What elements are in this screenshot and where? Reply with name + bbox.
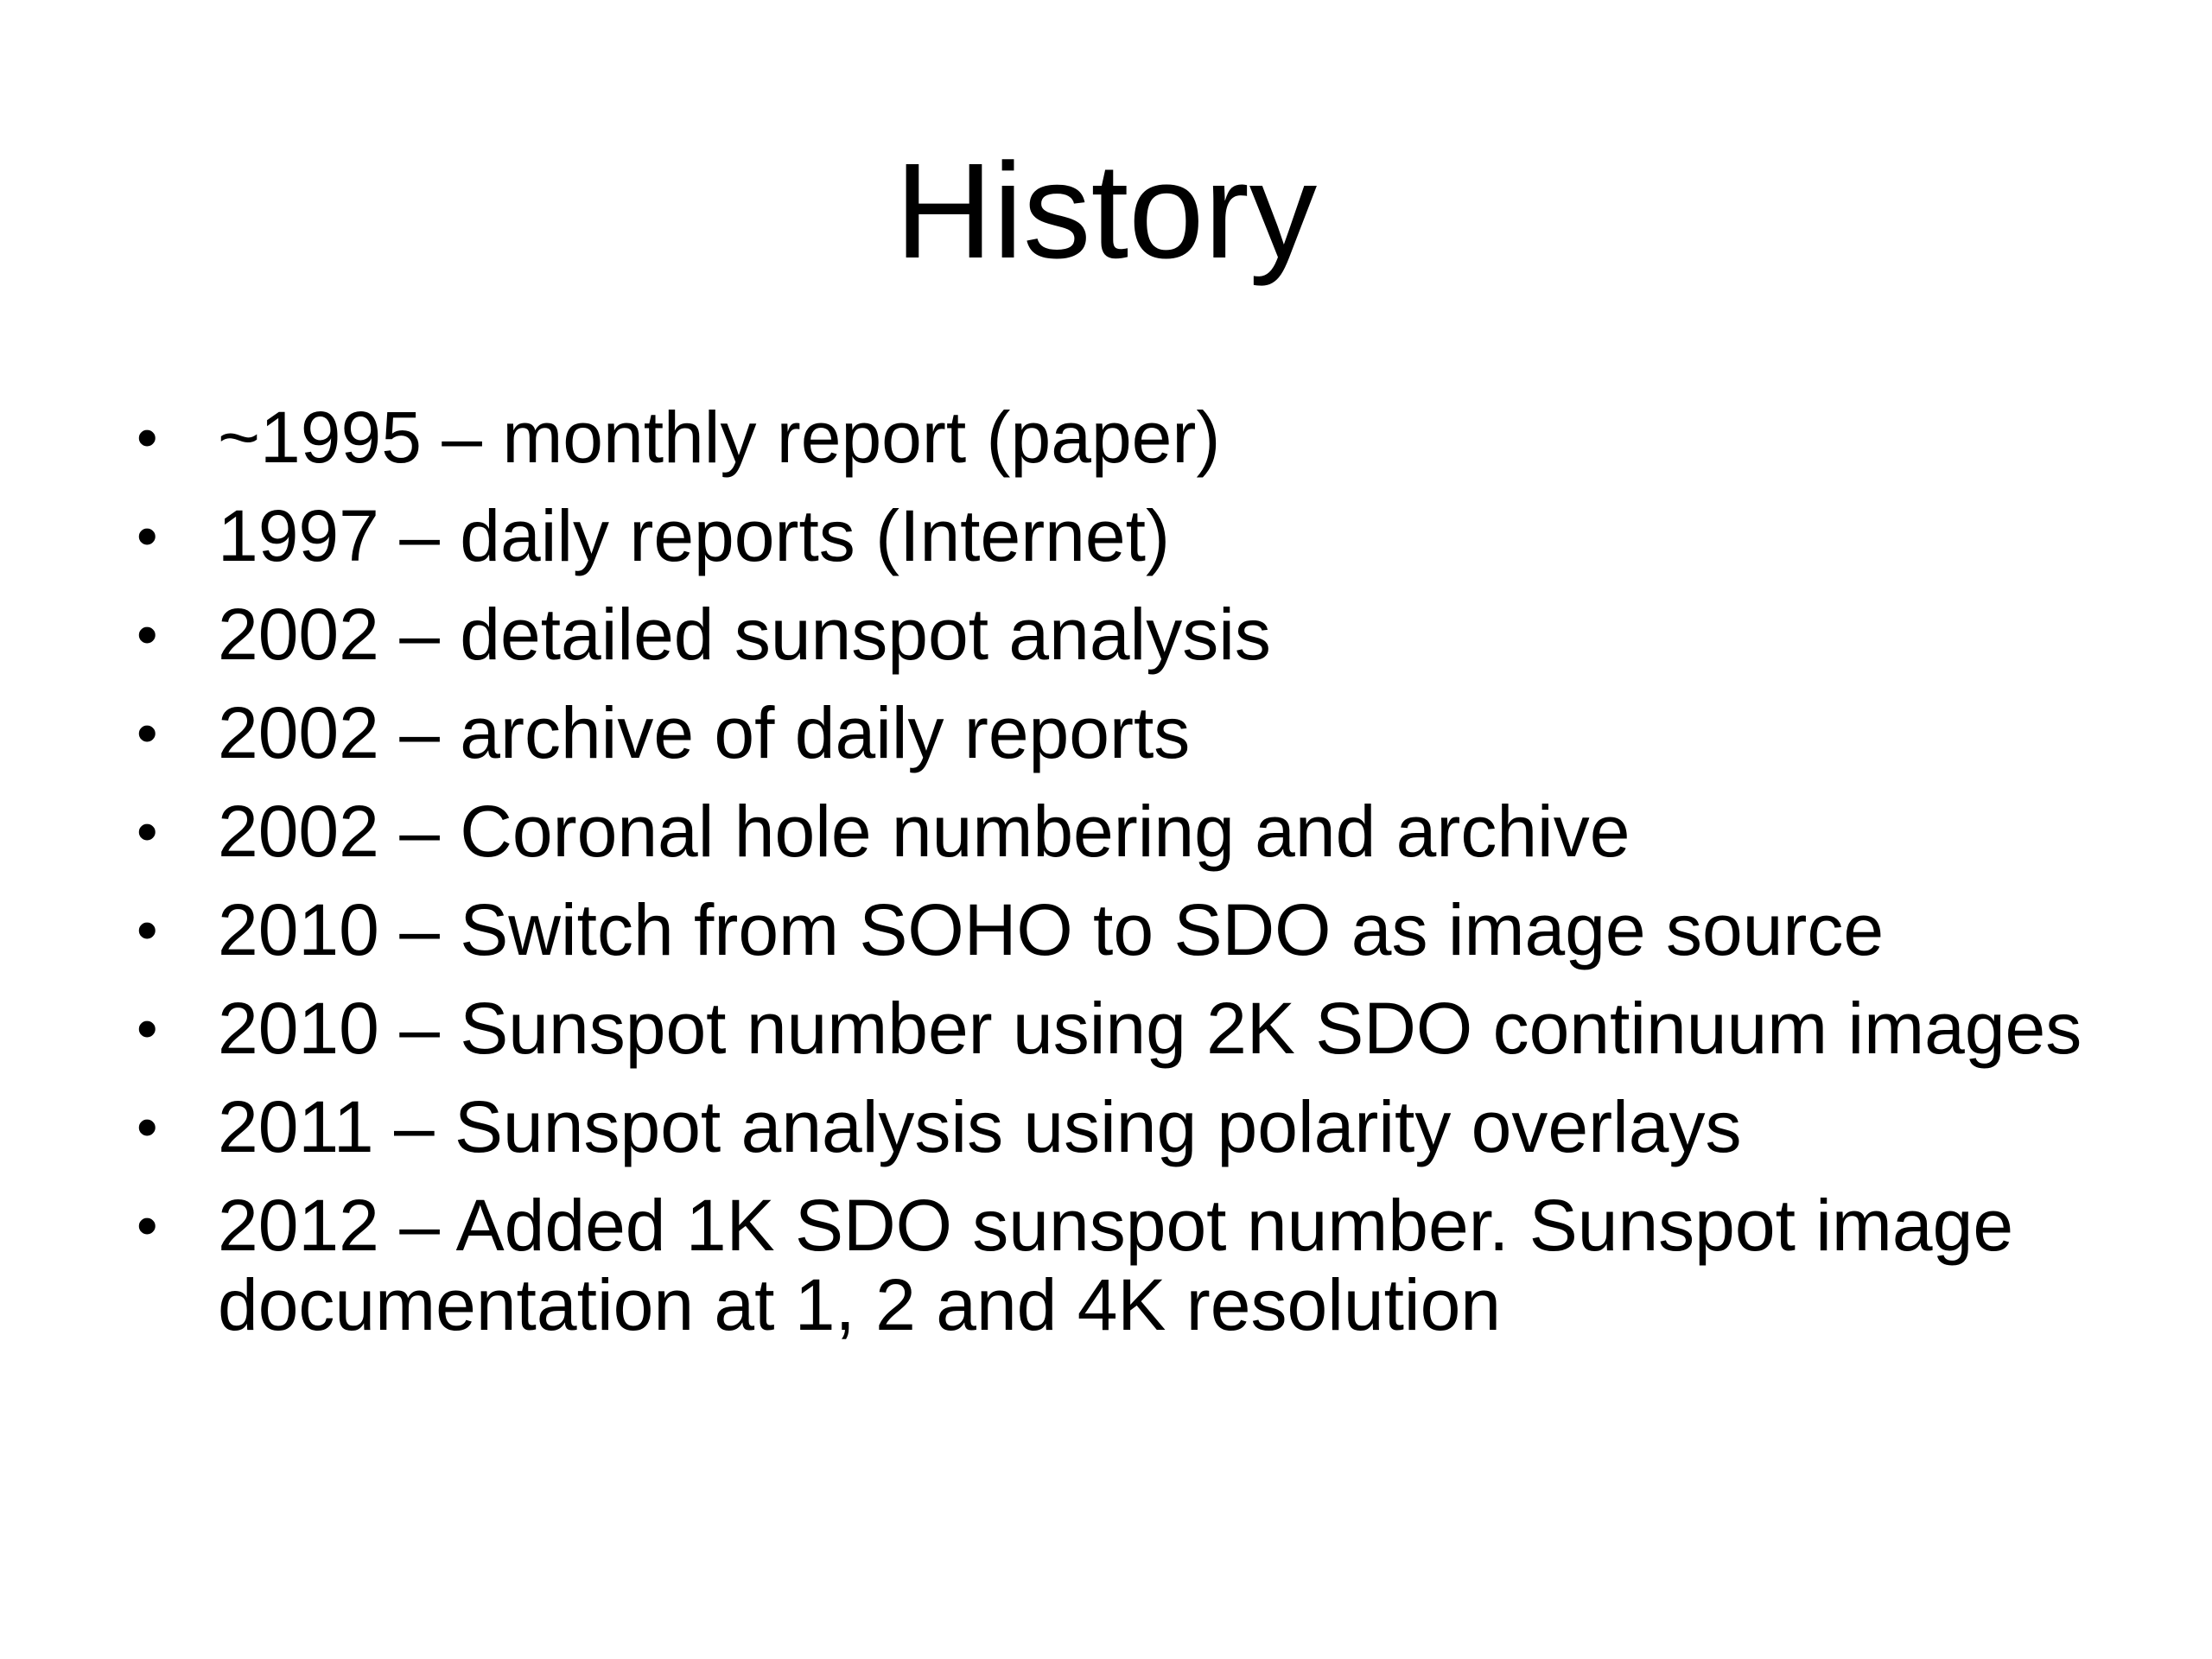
slide-title: History	[894, 136, 1318, 287]
bullet-marker: •	[137, 404, 158, 471]
bullet-item-2002-archive	[128, 693, 2115, 772]
bullet-marker: •	[137, 1192, 158, 1259]
bullet-marker: •	[137, 502, 158, 569]
bullet-marker: •	[137, 896, 158, 963]
bullet-text: 2002 – Coronal hole numbering and archive	[218, 791, 1630, 872]
bullet-item-2011	[128, 1087, 2115, 1166]
bullet-item-2010-sunspot-number	[128, 988, 2115, 1068]
bullet-text: 2012 – Added 1K SDO sunspot number. Sunspot image documentation at 1, 2 and 4K resolution	[218, 1185, 2014, 1345]
bullet-marker: •	[137, 1093, 158, 1160]
bullet-text: ~1995 – monthly report (paper)	[218, 397, 1221, 478]
bullet-item-2010-switch	[128, 890, 2115, 969]
bullet-item-2002-coronal-hole	[128, 791, 2115, 871]
bullet-marker: •	[137, 798, 158, 865]
bullet-item-2012	[128, 1185, 2115, 1344]
bullet-item-1997	[128, 496, 2115, 575]
bullet-item-1995	[128, 397, 2115, 477]
bullet-item-2002-sunspot-analysis	[128, 594, 2115, 674]
bullet-text: 2002 – detailed sunspot analysis	[218, 594, 1271, 675]
bullet-marker: •	[137, 699, 158, 766]
bullet-text: 2002 – archive of daily reports	[218, 692, 1191, 773]
bullet-marker: •	[137, 601, 158, 668]
bullet-text: 2010 – Switch from SOHO to SDO as image source	[218, 889, 1885, 970]
bullet-text: 1997 – daily reports (Internet)	[218, 495, 1170, 576]
bullet-list	[128, 397, 2115, 1363]
bullet-marker: •	[137, 995, 158, 1062]
bullet-text: 2010 – Sunspot number using 2K SDO continuum images	[218, 988, 2082, 1069]
bullet-text: 2011 – Sunspot analysis using polarity overlays	[218, 1086, 1742, 1167]
